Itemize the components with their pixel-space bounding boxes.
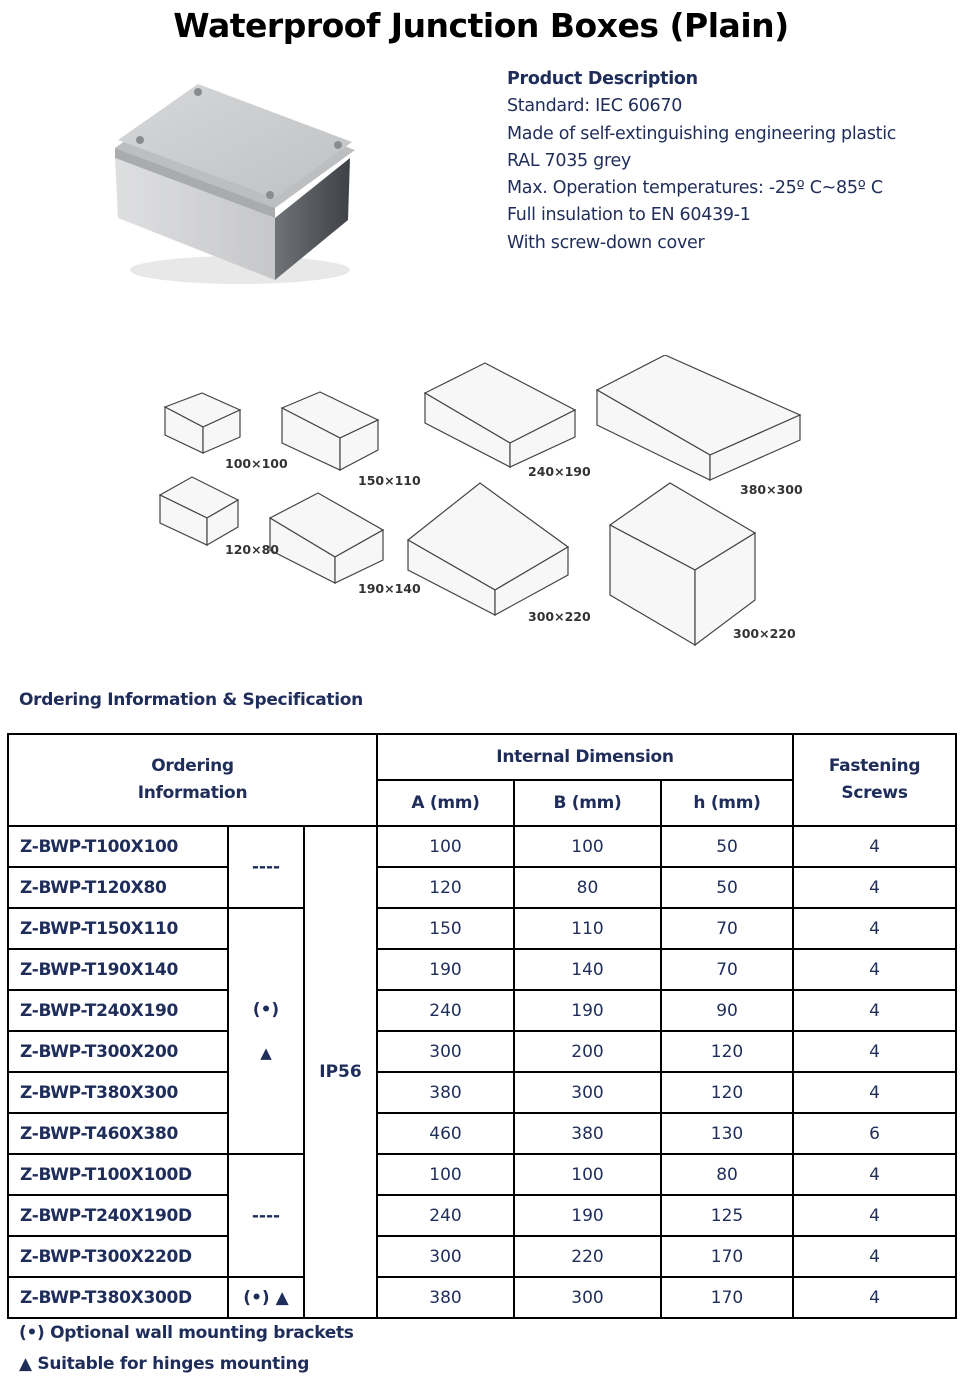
box-drawing-100x100	[165, 393, 240, 453]
header-fastening-screws: Fastening Screws	[793, 734, 956, 826]
b-cell: 220	[514, 1236, 661, 1277]
box-drawing-300x220	[408, 483, 568, 615]
table-row	[8, 1154, 956, 1195]
mounting-option-cell	[228, 908, 304, 1154]
model-cell: Z-BWP-T460X380	[8, 1113, 228, 1154]
mounting-option-cell: ----	[228, 1154, 304, 1277]
table-row	[8, 1113, 956, 1154]
h-cell: 80	[661, 1154, 793, 1195]
model-cell: Z-BWP-T380X300D	[8, 1277, 228, 1318]
a-cell: 150	[377, 908, 514, 949]
screws-cell: 4	[793, 1072, 956, 1113]
model-cell: Z-BWP-T240X190D	[8, 1195, 228, 1236]
size-label: 300×220	[733, 626, 796, 641]
box-drawing-120x80	[160, 477, 238, 545]
model-cell: Z-BWP-T120X80	[8, 867, 228, 908]
header-b-mm: B (mm)	[514, 780, 661, 826]
table-row	[8, 1195, 956, 1236]
spec-table	[7, 733, 957, 1319]
note-wall-mounting: (•) Optional wall mounting brackets	[19, 1323, 354, 1343]
table-row	[8, 1277, 956, 1318]
table-row	[8, 867, 956, 908]
a-cell: 100	[377, 826, 514, 867]
b-cell: 110	[514, 908, 661, 949]
size-label: 380×300	[740, 482, 803, 497]
a-cell: 380	[377, 1072, 514, 1113]
screws-cell: 4	[793, 1277, 956, 1318]
screws-cell: 4	[793, 949, 956, 990]
h-cell: 50	[661, 867, 793, 908]
b-cell: 300	[514, 1277, 661, 1318]
screws-cell: 4	[793, 1236, 956, 1277]
description-line: Standard: IEC 60670	[507, 96, 683, 117]
model-cell: Z-BWP-T150X110	[8, 908, 228, 949]
b-cell: 200	[514, 1031, 661, 1072]
h-cell: 90	[661, 990, 793, 1031]
protection-rating-cell: IP56	[304, 826, 377, 1318]
size-label: 120×80	[225, 542, 279, 557]
box-drawing-300x220-deep	[610, 483, 755, 645]
box-drawing-380x300	[597, 355, 800, 480]
a-cell: 300	[377, 1236, 514, 1277]
table-row	[8, 908, 956, 949]
h-cell: 50	[661, 826, 793, 867]
description-heading: Product Description	[507, 69, 698, 89]
model-cell: Z-BWP-T100X100D	[8, 1154, 228, 1195]
page-title: Waterproof Junction Boxes (Plain)	[173, 6, 789, 45]
table-row	[8, 990, 956, 1031]
mounting-option-cell: (•) ▲	[228, 1277, 304, 1318]
size-label: 300×220	[528, 609, 591, 624]
screw-icon	[334, 141, 342, 149]
screws-cell: 4	[793, 826, 956, 867]
bracket-mark: (•)	[252, 1000, 280, 1020]
size-label: 240×190	[528, 464, 591, 479]
screw-icon	[194, 88, 202, 96]
mounting-option-cell: ----	[228, 826, 304, 908]
model-cell: Z-BWP-T300X220D	[8, 1236, 228, 1277]
h-cell: 130	[661, 1113, 793, 1154]
screws-cell: 4	[793, 908, 956, 949]
b-cell: 100	[514, 1154, 661, 1195]
b-cell: 190	[514, 1195, 661, 1236]
screw-icon	[266, 191, 274, 199]
screws-cell: 6	[793, 1113, 956, 1154]
screws-cell: 4	[793, 1154, 956, 1195]
h-cell: 125	[661, 1195, 793, 1236]
description-line: Made of self-extinguishing engineering plastic	[507, 123, 897, 144]
triangle-icon: ▲	[260, 1044, 272, 1062]
a-cell: 120	[377, 867, 514, 908]
header-ordering-information: Ordering Information	[8, 734, 377, 826]
model-cell: Z-BWP-T240X190	[8, 990, 228, 1031]
header-h-mm: h (mm)	[661, 780, 793, 826]
box-drawing-190x140	[270, 493, 383, 583]
table-row	[8, 1072, 956, 1113]
h-cell: 120	[661, 1072, 793, 1113]
description-line: Full insulation to EN 60439-1	[507, 205, 751, 226]
b-cell: 80	[514, 867, 661, 908]
a-cell: 380	[377, 1277, 514, 1318]
table-row	[8, 826, 956, 867]
description-line: RAL 7035 grey	[507, 150, 631, 171]
screws-cell: 4	[793, 990, 956, 1031]
table-row	[8, 949, 956, 990]
model-cell: Z-BWP-T380X300	[8, 1072, 228, 1113]
model-cell: Z-BWP-T190X140	[8, 949, 228, 990]
size-drawing	[150, 355, 830, 655]
b-cell: 100	[514, 826, 661, 867]
description-line: With screw-down cover	[507, 232, 705, 253]
screws-cell: 4	[793, 1195, 956, 1236]
a-cell: 300	[377, 1031, 514, 1072]
section-title: Ordering Information & Specification	[19, 690, 363, 710]
h-cell: 70	[661, 908, 793, 949]
table-row	[8, 1031, 956, 1072]
b-cell: 190	[514, 990, 661, 1031]
header-internal-dimension: Internal Dimension	[377, 734, 793, 780]
product-photo	[110, 70, 370, 300]
box-drawing-150x110	[282, 392, 378, 470]
size-label: 150×110	[358, 473, 421, 488]
note-hinges-mounting: ▲ Suitable for hinges mounting	[19, 1354, 310, 1374]
h-cell: 120	[661, 1031, 793, 1072]
table-row	[8, 1236, 956, 1277]
b-cell: 380	[514, 1113, 661, 1154]
h-cell: 70	[661, 949, 793, 990]
a-cell: 240	[377, 990, 514, 1031]
h-cell: 170	[661, 1277, 793, 1318]
product-description	[507, 66, 947, 257]
model-cell: Z-BWP-T300X200	[8, 1031, 228, 1072]
a-cell: 190	[377, 949, 514, 990]
screw-icon	[136, 136, 144, 144]
a-cell: 460	[377, 1113, 514, 1154]
screws-cell: 4	[793, 1031, 956, 1072]
header-a-mm: A (mm)	[377, 780, 514, 826]
a-cell: 240	[377, 1195, 514, 1236]
size-label: 100×100	[225, 456, 288, 471]
size-label: 190×140	[358, 581, 421, 596]
a-cell: 100	[377, 1154, 514, 1195]
box-drawing-240x190	[425, 363, 575, 467]
description-line: Max. Operation temperatures: -25º C~85º C	[507, 178, 883, 199]
h-cell: 170	[661, 1236, 793, 1277]
screws-cell: 4	[793, 867, 956, 908]
b-cell: 140	[514, 949, 661, 990]
b-cell: 300	[514, 1072, 661, 1113]
model-cell: Z-BWP-T100X100	[8, 826, 228, 867]
